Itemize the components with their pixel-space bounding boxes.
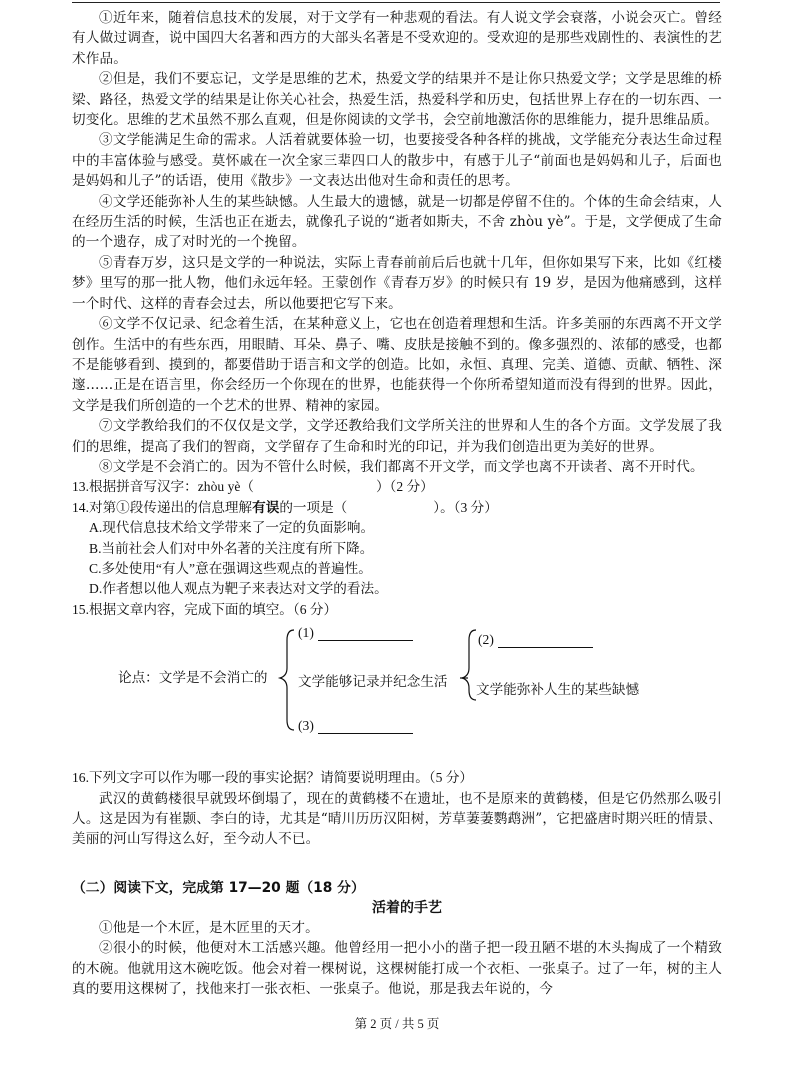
diagram-blank-1[interactable] [318, 626, 413, 641]
diagram-blank-2[interactable] [498, 633, 593, 648]
article-paragraph-2: ②很小的时候，他便对木工活感兴趣。他曾经用一把小小的凿子把一段丑陋不堪的木头掏成了一个精致的木碗。他就用这木碗吃饭。他会对着一棵树说，这棵树能打成一个衣柜、一张桌子。过了一年，树的主人真的要用这棵树了，找他来打一张衣柜、一张桌子。他说，那是我去年说的，今 [72, 940, 722, 998]
question-14-label: 14.对第①段传递出的信息理解 [72, 499, 253, 515]
passage-paragraph-8: ⑧文学是不会消亡的。因为不管什么时候，我们都离不开文学，而文学也离不开读者、离不开时代。 [99, 458, 704, 475]
passage-paragraph-4: ④文学还能弥补人生的某些缺憾。人生最大的遗憾，就是一切都是停留不住的。个体的生命会结束，人在经历生活的时候，生活也正在逝去，就像孔子说的“逝者如斯夫，不舍 zhòu yè”。于是，文学便成了生命的一个遗存，成了对时光的一个挽留。 [72, 193, 722, 251]
question-16-material: 武汉的黄鹤楼很早就毁坏倒塌了，现在的黄鹤楼不在遗址，也不是原来的黄鹤楼，但是它仍然那么吸引人。这是因为有崔颢、李白的诗，尤其是“晴川历历汉阳树，芳草萋萋鹦鹉洲”，它把盛唐时期兴旺的情景、美丽的河山写得这么好，至今动人不已。 [72, 790, 722, 848]
diagram-middle-claim: 文学能够记录并纪念生活 [298, 674, 448, 690]
question-13 [72, 477, 722, 497]
question-14-option-c: C.多处使用“有人”意在强调这些观点的普遍性。 [89, 560, 372, 576]
question-15: 15.根据文章内容，完成下面的填空。（6 分） [72, 601, 338, 617]
question-14-option-a: A.现代信息技术给文学带来了一定的负面影响。 [89, 520, 375, 536]
left-brace [280, 630, 294, 730]
question-14 [72, 498, 722, 518]
diagram-right-claim: 文学能弥补人生的某些缺憾 [476, 682, 640, 698]
article-paragraph-1: ①他是一个木匠，是木匠里的天才。 [99, 919, 319, 936]
top-border-line [72, 2, 720, 3]
question-14-option-b: B.当前社会人们对中外名著的关注度有所下降。 [89, 540, 374, 556]
question-13-label: 13.根据拼音写汉字：zhòu yè（ [72, 479, 254, 495]
question-16: 16.下列文字可以作为哪一段的事实论据？请简要说明理由。（5 分） [72, 770, 474, 786]
diagram-item-2-label: (2) [478, 632, 494, 648]
passage-paragraph-7: ⑦文学教给我们的不仅仅是文学，文学还教给我们文学所关注的世界和人生的各个方面。文学发展了我们的思维，提高了我们的智商，文学留存了生命和时光的印记，并为我们创造出更为美好的世界。 [72, 418, 722, 455]
passage-paragraph-5: ⑤青春万岁，这只是文学的一种说法，实际上青春前前后后也就十几年，但你如果写下来，比如《红楼梦》里写的那一批人物，他们永远年轻。王蒙创作《青春万岁》的时候只有 19 岁，是因为他痛感到，这样一个时代、这样的青春会过去，所以他要把它写下来。 [72, 254, 722, 312]
question-14-points: ）。（3 分） [433, 499, 498, 515]
article-title: 活着的手艺 [372, 899, 442, 916]
diagram-blank-3[interactable] [318, 719, 413, 734]
exam-page-content [72, 8, 722, 999]
diagram-item-1 [298, 625, 413, 641]
question-13-points: ）（2 分） [376, 479, 434, 495]
passage-paragraph-2: ②但是，我们不要忘记，文学是思维的艺术，热爱文学的结果并不是让你只热爱文学；文学是思维的桥梁、路径，热爱文学的结果是让你关心社会，热爱生活，热爱科学和历史，包括世界上存在的一切东西、一切变化。思维的艺术虽然不那么直观，但是你阅读的文学书，会空前地激活你的思维能力，提升思维品质。 [72, 71, 722, 129]
page-footer: 第 2 页 / 共 5 页 [354, 1017, 440, 1031]
question-14-label-rest: 的一项是（ [279, 499, 348, 515]
question-14-option-d: D.作者想以他人观点为靶子来表达对文学的看法。 [89, 581, 388, 597]
passage-paragraph-1: ①近年来，随着信息技术的发展，对于文学有一种悲观的看法。有人说文学会衰落，小说会灭亡。曾经有人做过调查，说中国四大名著和西方的大部头名著是不受欢迎的。受欢迎的是那些戏剧性的、表演性的艺术作品。 [72, 10, 722, 67]
diagram-item-1-label: (1) [298, 625, 314, 641]
diagram-item-2 [478, 632, 593, 648]
passage-paragraph-3: ③文学能满足生命的需求。人活着就要体验一切，也要接受各种各样的挑战，文学能充分表达生命过程中的丰富体验与感受。莫怀戚在一次全家三辈四口人的散步中，有感于儿子“前面也是妈妈和儿子，后面也是妈妈和儿子”的话语，使用《散步》一文表达出他对生命和责任的思考。 [72, 132, 722, 190]
passage-paragraph-6: ⑥文学不仅记录、纪念着生活，在某种意义上，它也在创造着理想和生活。许多美丽的东西离不开文学创作。生活中的有些东西，用眼睛、耳朵、鼻子、嘴、皮肤是接触不到的。像多强烈的、浓郁的感受，也都不是能够看到、摸到的，都要借助于语言和文学的创造。比如，永恒、真理、完美、道德、贡献、牺牲、深邃……正是在语言里，你会经历一个你现在的世界，也能获得一个你所希望知道而没有得到的世界。因此，文学是我们所创造的一个艺术的世界、精神的家园。 [72, 316, 722, 414]
section-2-heading: （二）阅读下文，完成第 17—20 题（18 分） [72, 879, 365, 896]
diagram-item-3 [298, 718, 413, 734]
diagram-item-3-label: (3) [298, 718, 314, 734]
argument-structure-diagram [72, 622, 722, 742]
diagram-thesis: 论点：文学是不会消亡的 [118, 670, 268, 686]
right-brace [462, 630, 476, 700]
question-14-emphasis: 有误 [252, 499, 280, 515]
